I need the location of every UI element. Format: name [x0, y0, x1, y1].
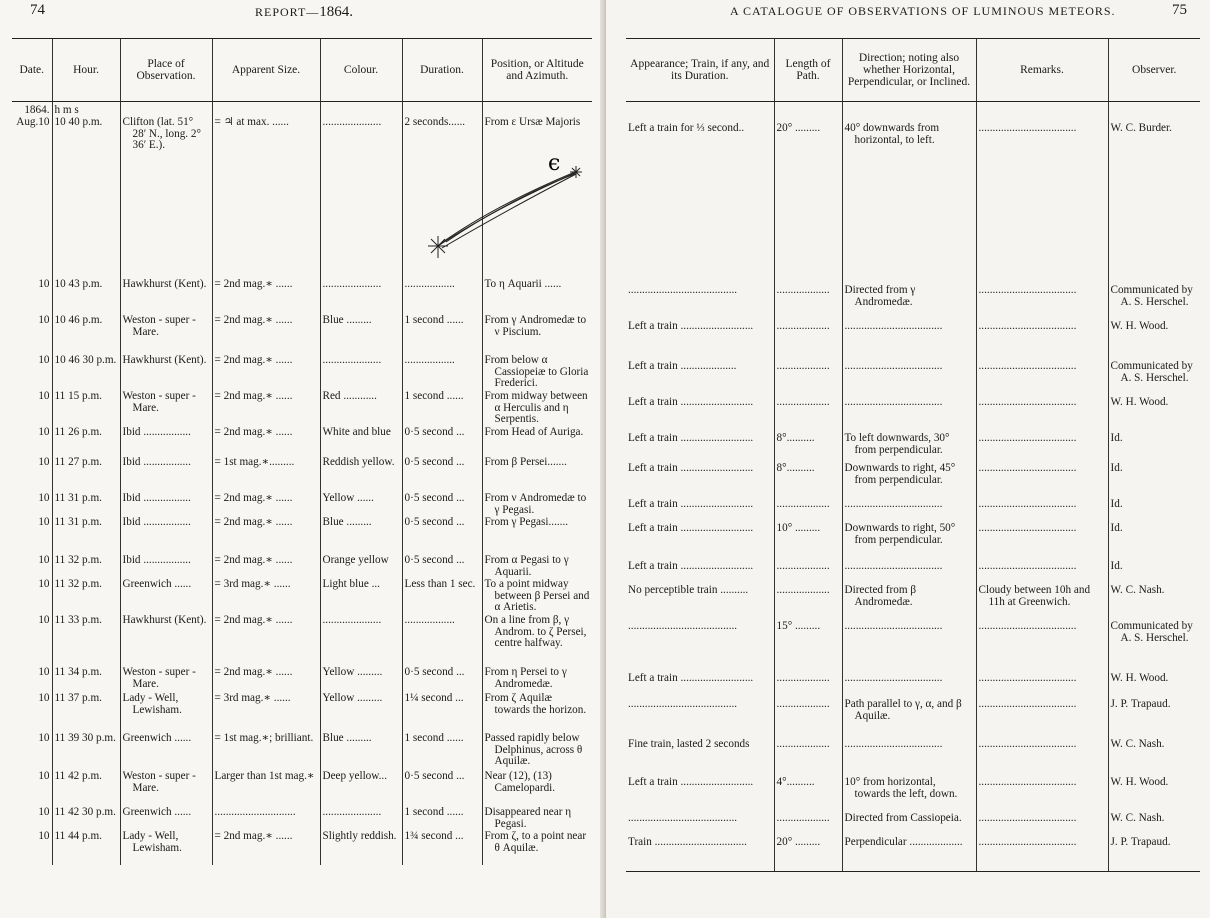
cell-colour: .....................: [320, 279, 402, 315]
cell-remarks: ...................................: [976, 561, 1108, 585]
cell-duration: 0·5 second ...: [402, 555, 482, 579]
cell-hour: 11 32 p.m.: [52, 579, 120, 615]
cell-hour: 10 40 p.m.: [52, 117, 120, 279]
cell-size: = 2nd mag.∗ ......: [212, 615, 320, 667]
cell-remarks: ...................................: [976, 361, 1108, 397]
cell-colour: .....................: [320, 117, 402, 279]
cell-observer: W. H. Wood.: [1108, 397, 1200, 433]
table-row: [12, 279, 592, 315]
cell-length: 20° .........: [774, 837, 842, 872]
cell-hour: 11 44 p.m.: [52, 831, 120, 865]
hms-label: h m s: [52, 102, 120, 118]
cell-size: = 3rd mag.∗ ......: [212, 579, 320, 615]
cell-date: 10: [38, 355, 50, 366]
cell-position: Near (12), (13) Camelopardi.: [482, 771, 592, 807]
table-row: [12, 457, 592, 493]
cell-position: From α Pegasi to γ Aquarii.: [482, 555, 592, 579]
cell-appearance: Left a train ..........................: [628, 777, 754, 788]
cell-colour: Blue .........: [320, 733, 402, 771]
table-row: [12, 579, 592, 615]
cell-hour: 11 27 p.m.: [52, 457, 120, 493]
col-hour: Hour.: [52, 39, 120, 102]
cell-appearance: .......................................: [628, 699, 738, 710]
cell-appearance: Left a train ..........................: [628, 321, 754, 332]
cell-length: 20° .........: [774, 117, 842, 285]
cell-colour: White and blue: [320, 427, 402, 457]
cell-place: Weston - super - Mare.: [120, 391, 212, 427]
cell-appearance: .......................................: [628, 813, 738, 824]
cell-hour: 11 42 30 p.m.: [52, 807, 120, 831]
table-row: [626, 433, 1200, 463]
cell-size: = 2nd mag.∗ ......: [212, 667, 320, 693]
cell-direction: Directed from γ Andromedæ.: [842, 285, 976, 321]
cell-size: = 2nd mag.∗ ......: [212, 831, 320, 865]
cell-date: 10: [38, 493, 50, 504]
cell-length: ...................: [774, 813, 842, 837]
col-date: Date.: [12, 39, 52, 102]
col-place: Place of Observation.: [120, 39, 212, 102]
cell-colour: Light blue ...: [320, 579, 402, 615]
cell-place: Ibid .................: [120, 517, 212, 555]
cell-colour: Yellow .........: [320, 667, 402, 693]
table-row: [626, 561, 1200, 585]
cell-observer: W. C. Nash.: [1108, 585, 1200, 621]
table-row: [626, 777, 1200, 813]
cell-colour: Yellow .........: [320, 693, 402, 733]
cell-date: Aug.10: [16, 117, 50, 128]
cell-position: From ε Ursæ Majoris: [482, 117, 592, 279]
cell-hour: 11 39 30 p.m.: [52, 733, 120, 771]
cell-remarks: ...................................: [976, 463, 1108, 499]
cell-size: = 2nd mag.∗ ......: [212, 555, 320, 579]
cell-date: 10: [38, 279, 50, 290]
cell-observer: J. P. Trapaud.: [1108, 837, 1200, 872]
table-row: [626, 523, 1200, 561]
cell-duration: 2 seconds......: [402, 117, 482, 279]
cell-hour: 11 34 p.m.: [52, 667, 120, 693]
cell-place: Ibid .................: [120, 555, 212, 579]
cell-observer: Id.: [1108, 433, 1200, 463]
cell-hour: 10 43 p.m.: [52, 279, 120, 315]
table-row: [626, 361, 1200, 397]
col-direction: Direction; noting also whether Horizontal, Perpendicular, or Inclined.: [842, 39, 976, 102]
cell-position: On a line from β, γ Androm. to ζ Persei, centre halfway.: [482, 615, 592, 667]
cell-observer: Communicated by A. S. Herschel.: [1108, 361, 1200, 397]
cell-size: = 2nd mag.∗ ......: [212, 427, 320, 457]
right-page-number: 75: [1172, 2, 1187, 18]
running-title-year: 1864.: [319, 4, 354, 20]
cell-direction: Directed from β Andromedæ.: [842, 585, 976, 621]
cell-hour: 11 37 p.m.: [52, 693, 120, 733]
cell-duration: 0·5 second ...: [402, 771, 482, 807]
cell-remarks: Cloudy between 10h and 11h at Greenwich.: [976, 585, 1108, 621]
table-row: [626, 321, 1200, 361]
right-table-body: [626, 102, 1200, 872]
cell-length: ...................: [774, 739, 842, 777]
cell-remarks: ...................................: [976, 739, 1108, 777]
cell-place: Greenwich ......: [120, 733, 212, 771]
cell-length: ...................: [774, 699, 842, 739]
cell-place: Ibid .................: [120, 427, 212, 457]
cell-direction: Downwards to right, 45° from perpendicular.: [842, 463, 976, 499]
cell-appearance: Left a train ..........................: [628, 433, 754, 444]
cell-colour: Slightly reddish.: [320, 831, 402, 865]
cell-observer: W. C. Nash.: [1108, 739, 1200, 777]
year-row: [12, 102, 592, 118]
cell-appearance: Left a train ..........................: [628, 523, 754, 534]
cell-size: = 3rd mag.∗ ......: [212, 693, 320, 733]
cell-hour: 11 32 p.m.: [52, 555, 120, 579]
table-row: [626, 699, 1200, 739]
cell-date: 10: [38, 555, 50, 566]
cell-colour: Red ............: [320, 391, 402, 427]
left-running-title: [255, 4, 353, 21]
cell-colour: Blue .........: [320, 517, 402, 555]
left-header-row: [12, 39, 592, 102]
cell-place: Hawkhurst (Kent).: [120, 615, 212, 667]
cell-direction: ...................................: [842, 621, 976, 673]
cell-position: From γ Pegasi.......: [482, 517, 592, 555]
cell-colour: Deep yellow...: [320, 771, 402, 807]
table-row: [626, 585, 1200, 621]
cell-colour: Reddish yellow.: [320, 457, 402, 493]
star-end-icon: [428, 236, 448, 258]
cell-place: Hawkhurst (Kent).: [120, 279, 212, 315]
cell-colour: .....................: [320, 355, 402, 391]
table-row: [626, 837, 1200, 872]
cell-place: Weston - super - Mare.: [120, 667, 212, 693]
cell-place: Weston - super - Mare.: [120, 771, 212, 807]
cell-hour: 11 31 p.m.: [52, 493, 120, 517]
table-row: [12, 615, 592, 667]
cell-hour: 10 46 30 p.m.: [52, 355, 120, 391]
cell-duration: 1 second ......: [402, 391, 482, 427]
cell-length: 10° .........: [774, 523, 842, 561]
cell-direction: Perpendicular ...................: [842, 837, 976, 872]
cell-observer: W. H. Wood.: [1108, 777, 1200, 813]
cell-remarks: ...................................: [976, 777, 1108, 813]
meteor-sketch: [420, 148, 590, 266]
cell-remarks: ...................................: [976, 433, 1108, 463]
cell-date: 10: [38, 457, 50, 468]
cell-position: From η Persei to γ Andromedæ.: [482, 667, 592, 693]
cell-size: = ♃ at max. ......: [212, 117, 320, 279]
table-row: [12, 391, 592, 427]
cell-position: Disappeared near η Pegasi.: [482, 807, 592, 831]
cell-direction: Downwards to right, 50° from perpendicular.: [842, 523, 976, 561]
cell-appearance: Left a train ..........................: [628, 463, 754, 474]
cell-duration: ..................: [402, 355, 482, 391]
col-position: Position, or Altitude and Azimuth.: [482, 39, 592, 102]
table-row: [12, 517, 592, 555]
cell-size: = 2nd mag.∗ ......: [212, 315, 320, 355]
cell-appearance: Left a train ..........................: [628, 561, 754, 572]
cell-observer: Id.: [1108, 523, 1200, 561]
cell-position: From ζ Aquilæ towards the horizon.: [482, 693, 592, 733]
cell-remarks: ...................................: [976, 117, 1108, 285]
cell-date: 10: [38, 579, 50, 590]
table-row: [12, 493, 592, 517]
cell-date: 10: [38, 391, 50, 402]
table-row: [626, 673, 1200, 699]
col-appearance: Appearance; Train, if any, and its Duration.: [626, 39, 774, 102]
cell-observer: Communicated by A. S. Herschel.: [1108, 285, 1200, 321]
cell-direction: ...................................: [842, 673, 976, 699]
cell-appearance: Train .................................: [626, 837, 774, 872]
cell-length: ...................: [774, 499, 842, 523]
cell-position: From below α Cassiopeiæ to Gloria Frederici.: [482, 355, 592, 391]
cell-position: To η Aquarii ......: [482, 279, 592, 315]
table-row: [626, 463, 1200, 499]
cell-duration: 1 second ......: [402, 315, 482, 355]
cell-size: Larger than 1st mag.∗: [212, 771, 320, 807]
cell-position: From ν Andromedæ to γ Pegasi.: [482, 493, 592, 517]
cell-colour: .....................: [320, 807, 402, 831]
cell-remarks: ...................................: [976, 499, 1108, 523]
col-colour: Colour.: [320, 39, 402, 102]
year-label: 1864.: [24, 104, 50, 116]
cell-place: Greenwich ......: [120, 807, 212, 831]
table-row: [626, 285, 1200, 321]
cell-length: ...................: [774, 321, 842, 361]
cell-position: From ζ, to a point near θ Aquilæ.: [482, 831, 592, 865]
cell-observer: Id.: [1108, 499, 1200, 523]
cell-duration: 0·5 second ...: [402, 457, 482, 493]
cell-position: From γ Andromedæ to ν Piscium.: [482, 315, 592, 355]
cell-appearance: .......................................: [628, 621, 738, 632]
col-observer: Observer.: [1108, 39, 1200, 102]
cell-hour: 11 33 p.m.: [52, 615, 120, 667]
cell-duration: ..................: [402, 615, 482, 667]
cell-length: ...................: [774, 397, 842, 433]
cell-date: 10: [38, 771, 50, 782]
cell-position: From β Persei.......: [482, 457, 592, 493]
cell-observer: W. H. Wood.: [1108, 321, 1200, 361]
cell-remarks: ...................................: [976, 813, 1108, 837]
cell-appearance: No perceptible train ..........: [628, 585, 749, 596]
cell-date: 10: [38, 693, 50, 704]
right-observation-table: [626, 38, 1200, 872]
cell-place: Ibid .................: [120, 493, 212, 517]
left-page-number: 74: [30, 2, 45, 18]
cell-appearance: Left a train ..........................: [628, 397, 754, 408]
cell-position: From midway between α Herculis and η Serpentis.: [482, 391, 592, 427]
cell-appearance: Left a train ..........................: [628, 673, 754, 684]
cell-remarks: ...................................: [976, 699, 1108, 739]
cell-direction: Directed from Cassiopeia.: [842, 813, 976, 837]
table-row: [12, 555, 592, 579]
cell-size: = 2nd mag.∗ ......: [212, 355, 320, 391]
cell-remarks: ...................................: [976, 321, 1108, 361]
cell-length: ...................: [774, 361, 842, 397]
running-title-text: REPORT—: [255, 5, 320, 19]
cell-appearance: Fine train, lasted 2 seconds: [628, 739, 750, 750]
cell-duration: 1 second ......: [402, 733, 482, 771]
cell-direction: 10° from horizontal, towards the left, down.: [842, 777, 976, 813]
cell-length: 15° .........: [774, 621, 842, 673]
cell-remarks: ...................................: [976, 523, 1108, 561]
cell-date: 10: [38, 807, 50, 818]
table-row: [12, 427, 592, 457]
cell-duration: 1¼ second ...: [402, 693, 482, 733]
cell-appearance: Left a train for ⅓ second..: [628, 122, 745, 134]
cell-appearance: .......................................: [628, 285, 738, 296]
cell-remarks: ...................................: [976, 285, 1108, 321]
cell-direction: ...................................: [842, 397, 976, 433]
cell-hour: 11 15 p.m.: [52, 391, 120, 427]
table-row: [626, 739, 1200, 777]
cell-duration: 0·5 second ...: [402, 517, 482, 555]
cell-direction: ...................................: [842, 321, 976, 361]
table-row: [626, 117, 1200, 285]
cell-direction: ...................................: [842, 499, 976, 523]
cell-size: = 1st mag.∗.........: [212, 457, 320, 493]
cell-size: = 2nd mag.∗ ......: [212, 391, 320, 427]
cell-date: 10: [38, 733, 50, 744]
cell-hour: 11 31 p.m.: [52, 517, 120, 555]
cell-observer: J. P. Trapaud.: [1108, 699, 1200, 739]
right-header-row: [626, 39, 1200, 102]
cell-size: = 2nd mag.∗ ......: [212, 279, 320, 315]
cell-position: To a point midway between β Persei and α Arietis.: [482, 579, 592, 615]
cell-date: 10: [38, 427, 50, 438]
cell-hour: 10 46 p.m.: [52, 315, 120, 355]
cell-direction: ...................................: [842, 361, 976, 397]
cell-duration: 0·5 second ...: [402, 427, 482, 457]
cell-colour: Yellow ......: [320, 493, 402, 517]
cell-colour: Orange yellow: [320, 555, 402, 579]
cell-length: 8°..........: [774, 433, 842, 463]
cell-place: Hawkhurst (Kent).: [120, 355, 212, 391]
cell-observer: W. C. Nash.: [1108, 813, 1200, 837]
table-row: [626, 397, 1200, 433]
table-row: [626, 813, 1200, 837]
cell-date: 10: [38, 615, 50, 626]
table-row: [12, 733, 592, 771]
cell-duration: 0·5 second ...: [402, 493, 482, 517]
cell-length: 8°..........: [774, 463, 842, 499]
cell-appearance: Left a train ..........................: [628, 499, 754, 510]
cell-observer: W. H. Wood.: [1108, 673, 1200, 699]
table-row: [12, 355, 592, 391]
cell-date: 10: [38, 517, 50, 528]
table-row: [12, 667, 592, 693]
cell-observer: Id.: [1108, 463, 1200, 499]
cell-size: .............................: [212, 807, 320, 831]
cell-remarks: ...................................: [976, 397, 1108, 433]
table-row: [12, 807, 592, 831]
cell-length: ...................: [774, 561, 842, 585]
table-row: [12, 831, 592, 865]
cell-size: = 2nd mag.∗ ......: [212, 517, 320, 555]
left-page: [0, 0, 604, 918]
cell-hour: 11 42 p.m.: [52, 771, 120, 807]
right-spacer-row: [626, 102, 1200, 118]
cell-position: Passed rapidly below Delphinus, across θ Aquilæ.: [482, 733, 592, 771]
table-row: [626, 499, 1200, 523]
cell-length: ...................: [774, 585, 842, 621]
cell-place: Ibid .................: [120, 457, 212, 493]
cell-place: Weston - super - Mare.: [120, 315, 212, 355]
cell-length: ...................: [774, 673, 842, 699]
cell-date: 10: [38, 667, 50, 678]
cell-colour: .....................: [320, 615, 402, 667]
cell-size: = 1st mag.∗; brilliant.: [212, 733, 320, 771]
cell-place: Lady - Well, Lewisham.: [120, 693, 212, 733]
cell-duration: 1 second ......: [402, 807, 482, 831]
col-remarks: Remarks.: [976, 39, 1108, 102]
cell-hour: 11 26 p.m.: [52, 427, 120, 457]
epsilon-label: ϵ: [548, 151, 561, 176]
cell-duration: 0·5 second ...: [402, 667, 482, 693]
cell-observer: Id.: [1108, 561, 1200, 585]
cell-date: 10: [38, 315, 50, 326]
cell-remarks: ...................................: [976, 673, 1108, 699]
table-row: [12, 693, 592, 733]
cell-duration: Less than 1 sec.: [402, 579, 482, 615]
cell-remarks: ...................................: [976, 621, 1108, 673]
cell-place: Lady - Well, Lewisham.: [120, 831, 212, 865]
cell-appearance: Left a train ....................: [628, 361, 737, 372]
cell-place: Greenwich ......: [120, 579, 212, 615]
table-row: [12, 771, 592, 807]
table-row: [626, 621, 1200, 673]
meteor-trail: [438, 172, 576, 248]
cell-duration: 1¾ second ...: [402, 831, 482, 865]
cell-remarks: ...................................: [976, 837, 1108, 872]
cell-place: Clifton (lat. 51° 28′ N., long. 2° 36′ E.).: [120, 117, 212, 279]
cell-observer: Communicated by A. S. Herschel.: [1108, 621, 1200, 673]
cell-date: 10: [38, 831, 50, 842]
cell-colour: Blue .........: [320, 315, 402, 355]
cell-direction: ...................................: [842, 739, 976, 777]
cell-position: From Head of Auriga.: [482, 427, 592, 457]
col-length: Length of Path.: [774, 39, 842, 102]
cell-direction: To left downwards, 30° from perpendicular.: [842, 433, 976, 463]
cell-size: = 2nd mag.∗ ......: [212, 493, 320, 517]
table-row: [12, 315, 592, 355]
right-running-title: A CATALOGUE OF OBSERVATIONS OF LUMINOUS METEORS.: [730, 4, 1116, 18]
cell-duration: ..................: [402, 279, 482, 315]
cell-length: ...................: [774, 285, 842, 321]
cell-direction: 40° downwards from horizontal, to left.: [842, 117, 976, 285]
col-size: Apparent Size.: [212, 39, 320, 102]
cell-length: 4°..........: [774, 777, 842, 813]
cell-direction: Path parallel to γ, α, and β Aquilæ.: [842, 699, 976, 739]
col-duration: Duration.: [402, 39, 482, 102]
cell-direction: ...................................: [842, 561, 976, 585]
cell-observer: W. C. Burder.: [1108, 117, 1200, 285]
